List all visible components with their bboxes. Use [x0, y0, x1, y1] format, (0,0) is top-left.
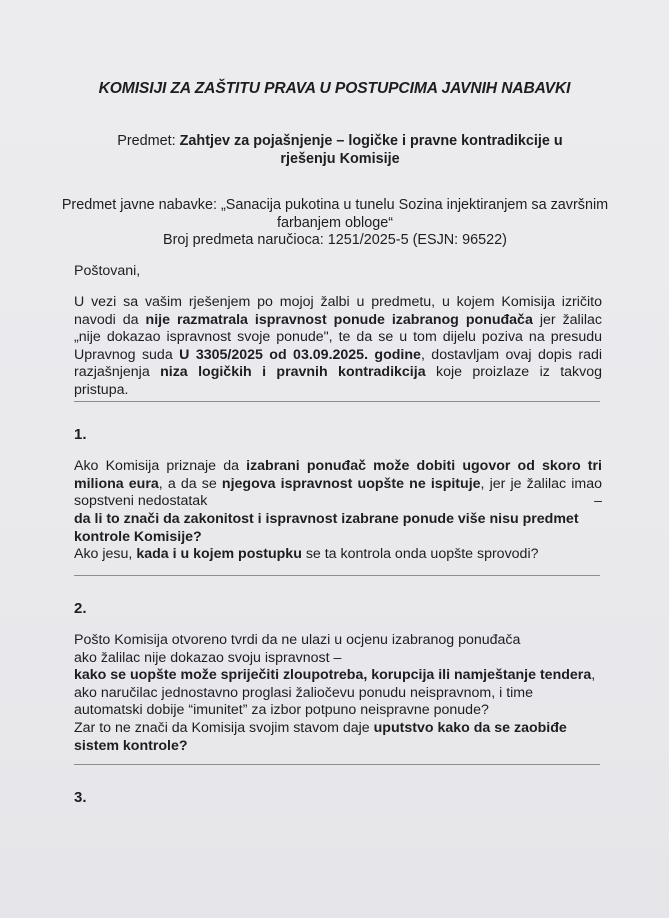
- procurement-label: Predmet javne nabavke:: [61, 197, 218, 213]
- section-number: 3.: [74, 789, 87, 806]
- s1-follow-a: Ako jesu,: [74, 546, 137, 562]
- intro-paragraph: [74, 294, 602, 400]
- s2-intro: Pošto Komisija otvoreno tvrdi da ne ulazi u ocjenu izabranog ponuđača ako žalilac nije dokazao svoju ispravnost –: [74, 632, 521, 666]
- subject-line: [90, 132, 590, 168]
- section-number: 2.: [74, 600, 87, 617]
- s2-follow-a: Zar to ne znači da Komisija svojim stavom daje: [74, 720, 374, 736]
- s2-follow-b: uputstvo kako da se zaobiđe sistem kontrole: [74, 720, 567, 754]
- s2-follow-up: [74, 720, 602, 755]
- s1-dash-line: [74, 493, 602, 511]
- intro-bold-1: nije razmatrala ispravnost ponude izabranog ponuđača: [145, 311, 533, 328]
- intro-text-3: , dostavljam ovaj dopis radi razjašnjenja: [74, 346, 602, 381]
- s1-dash: –: [594, 493, 602, 509]
- s2-question: [74, 667, 602, 720]
- s1-text-a: Ako Komisija priznaje da: [74, 458, 247, 474]
- s1-follow-c: se ta kontrola onda uopšte sprovodi?: [301, 546, 539, 562]
- section-divider: [74, 401, 600, 402]
- intro-bold-2: U 3305/2025 od 03.09.2025. godine: [179, 346, 421, 363]
- s1-text-e: , jer je žalilac imao sopstveni nedostatak: [74, 475, 602, 510]
- s1-bold-d: njegova ispravnost uopšte ne ispituje: [221, 475, 481, 492]
- addressee-heading: KOMISIJI ZA ZAŠTITU PRAVA U POSTUPCIMA JAVNIH NABAVKI: [98, 80, 571, 97]
- s1-follow-b: kada i u kojem postupku: [136, 546, 302, 562]
- intro-bold-3: niza logičkih i pravnih kontradikcija: [160, 364, 426, 381]
- intro-text-4: koje proizlaze iz takvog pristupa.: [74, 364, 603, 398]
- intro-text-1: U vezi sa vašim rješenjem po mojoj žalbi u predmetu, u kojem Komisija izričito navodi da: [74, 294, 602, 328]
- section-number: 1.: [74, 426, 87, 443]
- intro-text-2: jer žalilac „nije dokazao ispravnost svoje ponude", te da se u tom dijelu poziva na presudu Upravnog suda: [74, 311, 602, 363]
- procurement-title: „Sanacija pukotina u tunelu Sozina injektiranjem sa završnim farbanjem obloge“: [221, 197, 609, 231]
- s2-question-bold: kako se uopšte može spriječiti zloupotreba, korupcija ili namještanje tendera: [74, 667, 592, 683]
- s2-follow-c: ?: [178, 737, 188, 754]
- s1-question: da li to znači da zakonitost i ispravnost izabrane ponude više nisu predmet kontrole Komisije?: [74, 511, 579, 545]
- procurement-info: [60, 197, 610, 250]
- s1-bold-b: izabrani ponuđač može dobiti ugovor od skoro tri miliona eura: [74, 458, 602, 492]
- s2-question-rest: , ako naručilac jednostavno proglasi žaliočevu ponudu neispravnom, i time automatski dobije “imunitet” za izbor potpuno neispravne ponude?: [74, 667, 596, 719]
- subject-text: Zahtjev za pojašnjenje – logičke i pravne kontradikcije u rješenju Komisije: [179, 133, 563, 167]
- case-number: Broj predmeta naručioca: 1251/2025-5 (ESJN: 96522): [163, 232, 507, 248]
- subject-label: Predmet:: [117, 133, 176, 149]
- s1-follow-up: [74, 546, 602, 564]
- greeting: Poštovani,: [74, 263, 141, 279]
- section-divider: [74, 764, 600, 765]
- section-divider: [74, 575, 600, 576]
- s1-text-c: , a da se: [158, 475, 222, 492]
